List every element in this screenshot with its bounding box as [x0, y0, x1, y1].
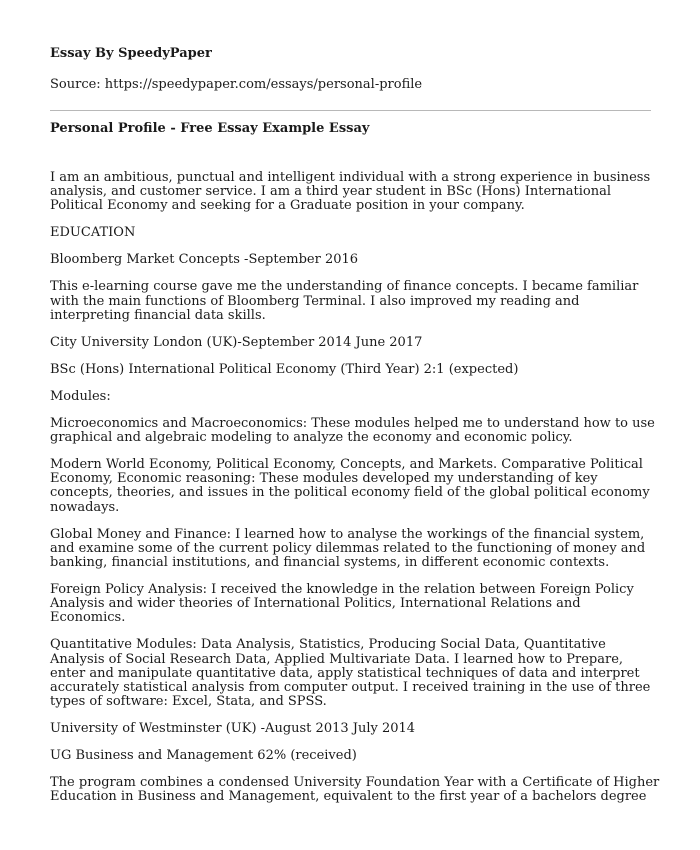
essay-attribution: Essay By SpeedyPaper — [50, 46, 212, 61]
paragraph: Modules: — [50, 388, 111, 404]
header-divider — [50, 110, 651, 111]
paragraph: Foreign Policy Analysis: I received the knowledge in the relation between Foreign Policy Analysis and wider theories of International Politics, International Relations and Economics. — [50, 582, 634, 626]
paragraph: Quantitative Modules: Data Analysis, Statistics, Producing Social Data, Quantitative Analysis of Social Research Data, Applied Multivariate Data. I learned how to Prepare, enter and manipulate quantitative data, apply statistical techniques of data and interpret accurately statistical analysis from computer output. I received training in the use of three types of software: Excel, Stata, and SPSS. — [50, 637, 651, 710]
section-heading-education: EDUCATION — [50, 225, 136, 241]
paragraph: This e-learning course gave me the understanding of finance concepts. I became familiar with the main functions of Bloomberg Terminal. I also improved my reading and interpreting financial data skills. — [50, 279, 639, 323]
source-line: Source: https://speedypaper.com/essays/personal-profile — [50, 77, 423, 92]
paragraph: University of Westminster (UK) -August 2013 July 2014 — [50, 721, 416, 737]
paragraph: The program combines a condensed University Foundation Year with a Certificate of Higher Education in Business and Management, equivalent to the first year of a bachelors degree — [50, 775, 660, 805]
essay-body — [50, 171, 660, 817]
paragraph: UG Business and Management 62% (received) — [50, 748, 357, 764]
paragraph: I am an ambitious, punctual and intelligent individual with a strong experience in business analysis, and customer service. I am a third year student in BSc (Hons) International Political Economy and seeking for a Graduate position in your company. — [50, 170, 651, 214]
document-header — [50, 45, 660, 93]
paragraph: Bloomberg Market Concepts -September 2016 — [50, 252, 359, 268]
paragraph: Global Money and Finance: I learned how to analyse the workings of the financial system, and examine some of the current policy dilemmas related to the functioning of money and banking, financial institutions, and financial systems, in different economic contexts. — [50, 526, 646, 571]
paragraph: City University London (UK)-September 2014 June 2017 — [50, 334, 423, 350]
paragraph: Microeconomics and Macroeconomics: These modules helped me to understand how to use graphical and algebraic modeling to analyze the economy and economic policy. — [50, 415, 655, 446]
paragraph: BSc (Hons) International Political Economy (Third Year) 2:1 (expected) — [50, 361, 519, 377]
paragraph: Modern World Economy, Political Economy, Concepts, and Markets. Comparative Political Economy, Economic reasoning: These modules developed my understanding of key concepts, theories, and issues in the political economy field of the global political economy nowadays. — [50, 457, 650, 515]
essay-title: Personal Profile - Free Essay Example Essay — [50, 121, 370, 136]
